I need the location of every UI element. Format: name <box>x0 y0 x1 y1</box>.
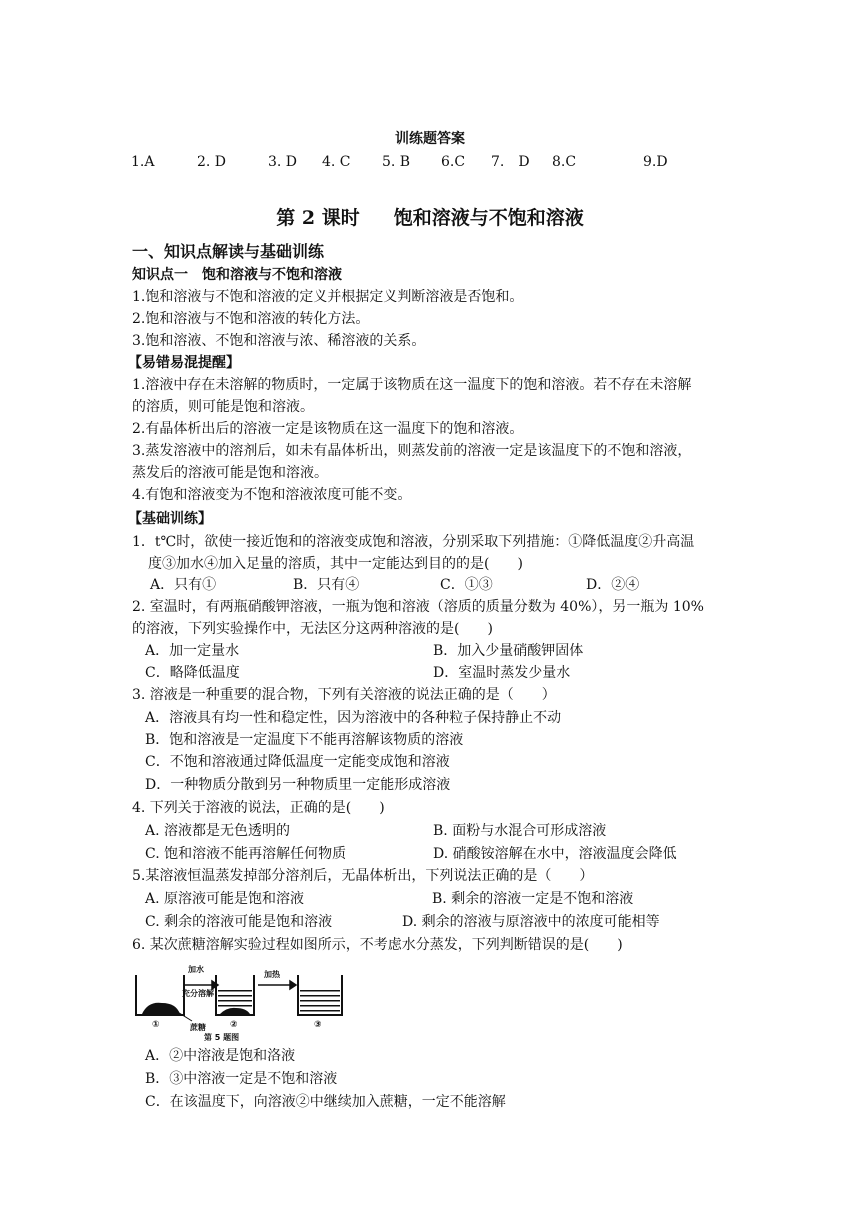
q4-option-d: D. 硝酸铵溶解在水中，溶液温度会降低 <box>433 846 677 862</box>
q1-option-c: C．①③ <box>440 577 493 593</box>
q6-option-a: A．②中溶液是饱和洛液 <box>145 1048 296 1064</box>
label-n1: ① <box>152 1020 160 1030</box>
answer-item: 8.C <box>552 154 577 170</box>
knowledge-point: 2.饱和溶液与不饱和溶液的转化方法。 <box>132 311 370 327</box>
q5-option-a: A. 原溶液可能是饱和溶液 <box>145 891 305 907</box>
reminder-line: 4.有饱和溶液变为不饱和溶液浓度可能不变。 <box>132 487 412 503</box>
answer-item: 2. D <box>197 154 227 170</box>
question-2-stem: 2. 室温时，有两瓶硝酸钾溶液，一瓶为饱和溶液（溶质的质量分数为 40%），另一瓶为 10% <box>132 599 704 615</box>
knowledge-name: 饱和溶液与不饱和溶液 <box>202 267 342 283</box>
q6-option-b: B．③中溶液一定是不饱和溶液 <box>145 1071 338 1087</box>
sugar-pile <box>142 1003 180 1014</box>
q3-option-a: A．溶液具有均一性和稳定性，因为溶液中的各种粒子保持静止不动 <box>145 710 562 726</box>
lesson-number: 第 2 课时 <box>276 207 360 229</box>
arrow-1 <box>184 981 218 989</box>
reminder-line: 蒸发后的溶液可能是饱和溶液。 <box>132 465 328 481</box>
answer-item: 6.C <box>441 154 466 170</box>
q3-option-c: C．不饱和溶液通过降低温度一定能变成饱和溶液 <box>145 754 450 770</box>
reminder-line: 1.溶液中存在未溶解的物质时，一定属于该物质在这一温度下的饱和溶液。若不存在未溶解 <box>132 377 692 393</box>
reminder-line: 3.蒸发溶液中的溶剂后，如未有晶体析出，则蒸发前的溶液一定是该温度下的不饱和溶液， <box>132 443 692 459</box>
label-n2: ② <box>230 1020 238 1030</box>
arrow-2 <box>258 981 296 989</box>
knowledge-point-heading <box>132 264 342 286</box>
q2-option-d: D．室温时蒸发少量水 <box>433 665 571 681</box>
q1-option-a: A．只有① <box>150 577 217 593</box>
q5-option-c: C. 剩余的溶液可能是饱和溶液 <box>145 914 333 930</box>
question-2-stem-cont: 的溶液，下列实验操作中，无法区分这两种溶液的是( ) <box>132 621 493 637</box>
question-1-stem-cont: 度③加水④加入足量的溶质，其中一定能达到目的的是( ) <box>148 556 523 572</box>
reminder-line: 的溶质，则可能是饱和溶液。 <box>132 399 314 415</box>
answer-item: 7. D <box>491 154 530 170</box>
q6-option-c: C．在该温度下，向溶液②中继续加入蔗糖，一定不能溶解 <box>145 1094 506 1110</box>
q5-option-d: D. 剩余的溶液与原溶液中的浓度可能相等 <box>402 914 660 930</box>
lesson-title <box>0 204 860 232</box>
label-heat: 加热 <box>264 970 280 979</box>
q5-option-b: B. 剩余的溶液一定是不饱和溶液 <box>432 891 634 907</box>
basic-training-heading: 【基础训练】 <box>128 511 212 527</box>
question-6-stem: 6. 某次蔗糖溶解实验过程如图所示，不考虑水分蒸发，下列判断错误的是( ) <box>132 937 623 953</box>
q3-option-b: B．饱和溶液是一定温度下不能再溶解该物质的溶液 <box>145 732 464 748</box>
answer-item: 3. D <box>268 154 298 170</box>
q4-option-a: A. 溶液都是无色透明的 <box>145 823 291 839</box>
label-n3: ③ <box>314 1020 322 1030</box>
label-sugar: 蔗糖 <box>190 1023 206 1032</box>
q4-option-c: C. 饱和溶液不能再溶解任何物质 <box>145 846 347 862</box>
question-5-stem: 5.某溶液恒温蒸发掉部分溶剂后，无晶体析出，下列说法正确的是（ ） <box>132 868 594 884</box>
lesson-name: 饱和溶液与不饱和溶液 <box>393 207 584 229</box>
q4-option-b: B. 面粉与水混合可形成溶液 <box>433 823 607 839</box>
answer-item: 9.D <box>643 154 668 170</box>
label-dissolve: 充分溶解 <box>182 989 214 998</box>
answer-item: 4. C <box>322 154 351 170</box>
q2-option-a: A．加一定量水 <box>145 643 240 659</box>
solution-3 <box>300 990 340 1012</box>
reminder-line: 2.有晶体析出后的溶液一定是该物质在这一温度下的饱和溶液。 <box>132 421 524 437</box>
figure-caption: 第 5 题图 <box>204 1033 240 1041</box>
q1-option-b: B．只有④ <box>293 577 360 593</box>
answer-item: 1.A <box>131 154 155 170</box>
question-4-stem: 4. 下列关于溶液的说法，正确的是( ) <box>132 800 385 816</box>
q2-option-c: C．略降低温度 <box>145 665 240 681</box>
reminder-heading: 【易错易混提醒】 <box>128 355 240 371</box>
q1-option-d: D．②④ <box>586 577 640 593</box>
answer-item: 5. B <box>382 154 411 170</box>
knowledge-point: 1.饱和溶液与不饱和溶液的定义并根据定义判断溶液是否饱和。 <box>132 289 524 305</box>
knowledge-label: 知识点一 <box>132 267 188 283</box>
section-heading: 一、知识点解读与基础训练 <box>132 242 325 261</box>
solution-2 <box>218 990 252 1014</box>
label-add-water: 加水 <box>188 965 204 974</box>
question-1-stem: 1．t℃时，欲使一接近饱和的溶液变成饱和溶液，分别采取下列措施：①降低温度②升高温 <box>132 534 695 550</box>
experiment-figure <box>132 963 364 1041</box>
question-3-stem: 3. 溶液是一种重要的混合物，下列有关溶液的说法正确的是（ ） <box>132 687 556 703</box>
q3-option-d: D．一种物质分散到另一种物质里一定能形成溶液 <box>145 777 451 793</box>
q2-option-b: B．加入少量硝酸钾固体 <box>433 643 584 659</box>
knowledge-point: 3.饱和溶液、不饱和溶液与浓、稀溶液的关系。 <box>132 333 426 349</box>
answers-heading: 训练题答案 <box>395 131 465 147</box>
